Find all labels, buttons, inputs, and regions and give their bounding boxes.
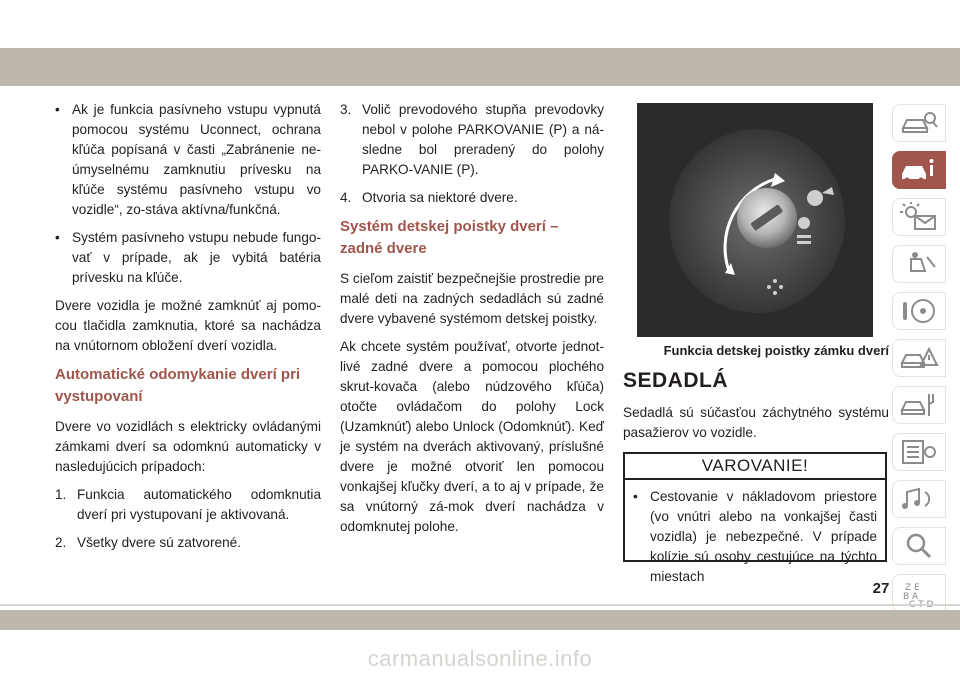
list-item: 3. Volič prevodového stupňa prevodovky nebol v polohe PARKOVANIE (P) a ná-sledne bol preradený do polohy PARKO-VANIE (P). — [340, 102, 604, 177]
list-item: • Cestovanie v nákladovom priestore (vo vnútri alebo na vonkajšej časti vozidla) je nebezpečné. V prípade kolízie sú osoby cestujúce na týchto miestach — [633, 489, 877, 584]
tab-car-tools[interactable] — [892, 386, 946, 424]
chapter-tabs — [892, 104, 948, 621]
paragraph: Dvere vozidla je možné zamknúť aj pomo-cou tlačidla zamknutia, ktoré sa nachádza na vnútornom obložení dverí vozidla. — [55, 298, 321, 353]
seat-airbag-icon — [899, 249, 939, 279]
car-tools-icon — [899, 390, 939, 420]
figure-caption: Funkcia detskej poistky zámku dverí — [663, 343, 889, 358]
tab-seat-airbag[interactable] — [892, 245, 946, 283]
header-band — [0, 48, 960, 86]
paragraph: Dvere vo vozidlách s elektricky ovládanými zámkami dverí sa odomknú automaticky v nasledujúcich prípadoch: — [55, 419, 321, 474]
numbered-list — [55, 485, 321, 553]
tab-car-search[interactable] — [892, 104, 946, 142]
column-right — [623, 368, 889, 451]
paragraph: Sedadlá sú súčasťou záchytného systému pasažierov vo vozidle. — [623, 405, 889, 440]
tab-index[interactable] — [892, 574, 946, 612]
child-lock-photo — [637, 103, 873, 337]
car-search-icon — [899, 108, 939, 138]
list-item: 2. Všetky dvere sú zatvorené. — [55, 535, 241, 550]
svg-text:B A: B A — [903, 592, 919, 602]
subheading-child-lock: Systém detskej poistky dverí – zadné dvere — [340, 218, 559, 257]
footer-band — [0, 610, 960, 630]
bullet-mark: • — [633, 489, 638, 504]
warning-box — [623, 452, 887, 584]
tab-settings-list[interactable] — [892, 433, 946, 471]
multimedia-icon — [899, 484, 939, 514]
tab-multimedia[interactable] — [892, 480, 946, 518]
tab-search[interactable] — [892, 527, 946, 565]
footer-rule — [0, 604, 960, 606]
wheel-key-icon — [899, 296, 939, 326]
tab-wheel-key[interactable] — [892, 292, 946, 330]
light-message-icon — [899, 202, 939, 232]
watermark: carmanualsonline.info — [367, 646, 593, 671]
tab-car-info[interactable] — [892, 151, 946, 189]
subheading-auto-unlock: Automatické odomykanie dverí pri vystupovaní — [55, 366, 301, 405]
warning-body — [625, 480, 885, 587]
bullet-mark: • — [55, 230, 60, 245]
list-item: 1. Funkcia automatického odomknutia dverí pri vystupovaní je aktivovaná. — [55, 487, 321, 522]
bullet-mark: • — [55, 102, 60, 117]
tab-car-warning[interactable] — [892, 339, 946, 377]
list-item: 4. Otvoria sa niektoré dvere. — [340, 190, 518, 205]
numbered-list — [340, 100, 604, 208]
list-item: • Systém pasívneho vstupu nebude fungo-vať v prípade, ak je vybitá batéria prívesku na kľúče. — [55, 230, 321, 285]
warning-title: VAROVANIE! — [625, 454, 885, 480]
section-title: SEDADLÁ — [623, 369, 729, 392]
child-lock-illustration — [637, 103, 873, 337]
search-icon — [899, 531, 939, 561]
paragraph: Ak chcete systém používať, otvorte jednot-livé zadné dvere a pomocou plochého skrut-kovača (alebo núdzového kľúča) otočte ovládačom do polohy Lock (Uzamknúť) alebo Unlock (Odomknúť). Keď je systém na dverách aktivovaný, príslušné dvere je možné otvoriť len pomocou vonkajšej kľučky dverí, a to aj v prípade, že sa vnútorný zá-mok dverí nachádza v odomknutej polohe. — [340, 339, 604, 534]
settings-list-icon — [899, 437, 939, 467]
list-item: • Ak je funkcia pasívneho vstupu vypnutá pomocou systému Uconnect, ochrana kľúča popísaná v časti „Zabránenie ne-úmyselnému zamknutiu prívesku na kľúče systému pasívneho vstupu vo vozidle“, zo-stáva aktívna/funkčná. — [55, 102, 321, 217]
column-left — [55, 100, 321, 561]
svg-text:Z E: Z E — [905, 583, 920, 593]
page-number: 27 — [872, 580, 890, 597]
car-info-icon — [899, 155, 939, 185]
paragraph: S cieľom zaistiť bezpečnejšie prostredie pre malé deti na zadných sedadlách sú zadné dvere vybavené systémom detskej poistky. — [340, 271, 604, 326]
column-middle — [340, 100, 604, 545]
car-warning-icon — [899, 343, 939, 373]
bullet-list — [55, 100, 321, 288]
tab-light-message[interactable] — [892, 198, 946, 236]
